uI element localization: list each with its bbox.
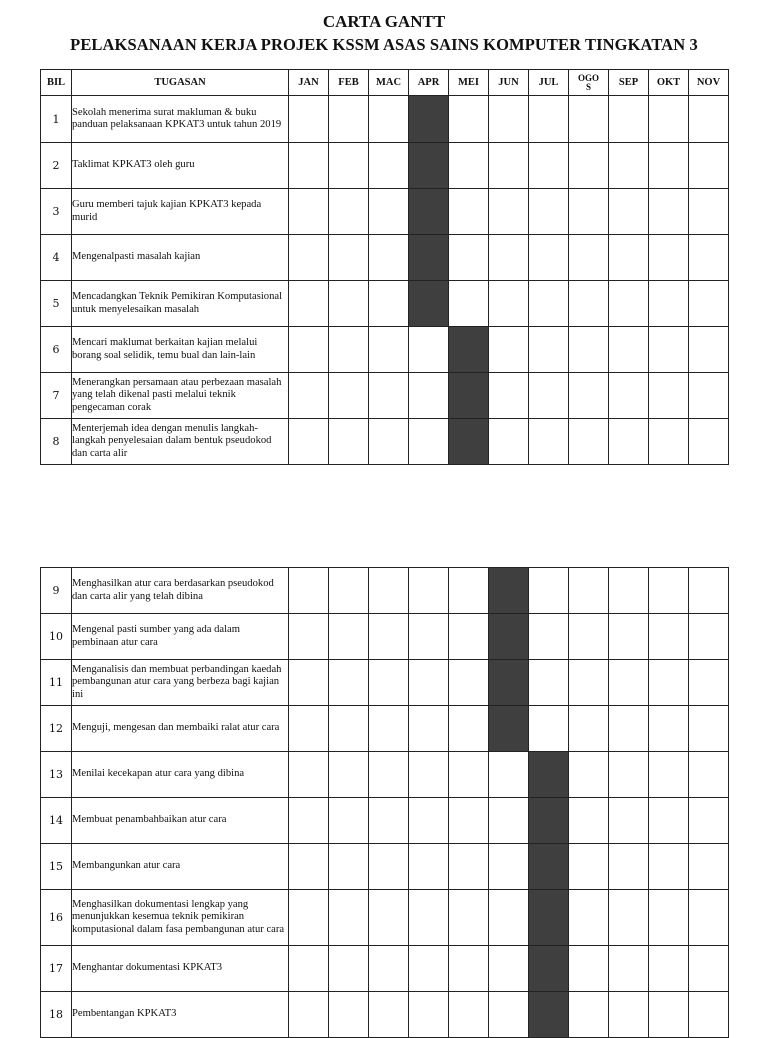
month-cell [449, 890, 489, 946]
month-cell [689, 327, 729, 373]
gantt-bar-cell [529, 798, 569, 844]
month-cell [609, 373, 649, 419]
month-cell [289, 143, 329, 189]
month-cell [329, 752, 369, 798]
month-cell [369, 327, 409, 373]
month-cell [649, 706, 689, 752]
month-cell [689, 96, 729, 143]
task-number: 11 [41, 660, 72, 706]
task-row [41, 419, 729, 465]
month-cell [369, 281, 409, 327]
month-cell [569, 327, 609, 373]
task-name: Menerangkan persamaan atau perbezaan masalah yang telah dikenal pasti melalui teknik pengecaman corak [72, 373, 289, 419]
month-cell [649, 96, 689, 143]
month-cell [329, 143, 369, 189]
month-cell [289, 189, 329, 235]
month-cell [369, 235, 409, 281]
month-cell [529, 281, 569, 327]
month-cell [369, 419, 409, 465]
month-cell [289, 235, 329, 281]
task-name: Pembentangan KPKAT3 [72, 992, 289, 1038]
month-cell [529, 419, 569, 465]
task-row [41, 614, 729, 660]
gantt-bar-cell [489, 568, 529, 614]
month-cell [329, 327, 369, 373]
month-cell [449, 189, 489, 235]
task-number: 2 [41, 143, 72, 189]
month-cell [689, 614, 729, 660]
month-cell [409, 660, 449, 706]
month-cell [689, 419, 729, 465]
month-cell [529, 614, 569, 660]
month-cell [369, 143, 409, 189]
header-month: OGO S [569, 70, 609, 96]
month-cell [569, 844, 609, 890]
header-month: SEP [609, 70, 649, 96]
month-cell [289, 614, 329, 660]
month-cell [609, 189, 649, 235]
header-month: NOV [689, 70, 729, 96]
month-cell [609, 706, 649, 752]
task-row [41, 327, 729, 373]
month-cell [489, 946, 529, 992]
gantt-bar-cell [449, 373, 489, 419]
month-cell [569, 96, 609, 143]
month-cell [489, 96, 529, 143]
month-cell [489, 890, 529, 946]
month-cell [569, 143, 609, 189]
month-cell [369, 992, 409, 1038]
month-cell [609, 992, 649, 1038]
task-number: 1 [41, 96, 72, 143]
month-cell [609, 327, 649, 373]
header-month: APR [409, 70, 449, 96]
month-cell [609, 614, 649, 660]
month-cell [609, 798, 649, 844]
month-cell [649, 890, 689, 946]
gantt-bar-cell [529, 946, 569, 992]
header-month: MAC [369, 70, 409, 96]
task-name: Menilai kecekapan atur cara yang dibina [72, 752, 289, 798]
header-month: FEB [329, 70, 369, 96]
month-cell [529, 706, 569, 752]
task-name: Menghantar dokumentasi KPKAT3 [72, 946, 289, 992]
month-cell [609, 660, 649, 706]
month-cell [329, 660, 369, 706]
month-cell [649, 143, 689, 189]
task-row [41, 844, 729, 890]
task-row [41, 235, 729, 281]
month-cell [649, 660, 689, 706]
month-cell [649, 327, 689, 373]
month-cell [649, 992, 689, 1038]
month-cell [409, 373, 449, 419]
month-cell [569, 752, 609, 798]
month-cell [289, 660, 329, 706]
month-cell [449, 281, 489, 327]
task-name: Mencari maklumat berkaitan kajian melalui borang soal selidik, temu bual dan lain-lain [72, 327, 289, 373]
month-cell [449, 143, 489, 189]
header-month: MEI [449, 70, 489, 96]
month-cell [689, 890, 729, 946]
month-cell [449, 568, 489, 614]
month-cell [449, 946, 489, 992]
month-cell [409, 419, 449, 465]
month-cell [449, 844, 489, 890]
month-cell [409, 798, 449, 844]
month-cell [409, 614, 449, 660]
month-cell [329, 189, 369, 235]
month-cell [649, 844, 689, 890]
month-cell [329, 419, 369, 465]
month-cell [569, 614, 609, 660]
month-cell [609, 752, 649, 798]
month-cell [649, 752, 689, 798]
month-cell [649, 373, 689, 419]
month-cell [529, 660, 569, 706]
month-cell [489, 327, 529, 373]
month-cell [289, 706, 329, 752]
task-name: Menterjemah idea dengan menulis langkah-langkah penyelesaian dalam bentuk pseudokod dan carta alir [72, 419, 289, 465]
task-row [41, 660, 729, 706]
month-cell [569, 660, 609, 706]
month-cell [329, 568, 369, 614]
gantt-table-2 [40, 567, 729, 1038]
task-name: Mencadangkan Teknik Pemikiran Komputasional untuk menyelesaikan masalah [72, 281, 289, 327]
month-cell [409, 946, 449, 992]
month-cell [449, 235, 489, 281]
task-number: 14 [41, 798, 72, 844]
task-name: Guru memberi tajuk kajian KPKAT3 kepada murid [72, 189, 289, 235]
month-cell [489, 235, 529, 281]
month-cell [329, 798, 369, 844]
month-cell [289, 752, 329, 798]
month-cell [489, 373, 529, 419]
month-cell [529, 143, 569, 189]
gantt-bar-cell [489, 706, 529, 752]
month-cell [289, 419, 329, 465]
gantt-bar-cell [409, 189, 449, 235]
month-cell [449, 992, 489, 1038]
month-cell [529, 373, 569, 419]
month-cell [289, 798, 329, 844]
month-cell [329, 281, 369, 327]
month-cell [449, 614, 489, 660]
month-cell [649, 189, 689, 235]
task-number: 5 [41, 281, 72, 327]
task-row [41, 752, 729, 798]
month-cell [369, 568, 409, 614]
month-cell [689, 660, 729, 706]
gantt-bar-cell [449, 327, 489, 373]
gantt-bar-cell [409, 96, 449, 143]
month-cell [329, 373, 369, 419]
month-cell [289, 568, 329, 614]
task-number: 16 [41, 890, 72, 946]
month-cell [569, 568, 609, 614]
header-month: JUL [529, 70, 569, 96]
task-number: 15 [41, 844, 72, 890]
month-cell [369, 706, 409, 752]
month-cell [649, 946, 689, 992]
task-row [41, 373, 729, 419]
month-cell [649, 798, 689, 844]
month-cell [369, 96, 409, 143]
month-cell [329, 992, 369, 1038]
header-month: OKT [649, 70, 689, 96]
task-row [41, 281, 729, 327]
month-cell [369, 752, 409, 798]
month-cell [649, 614, 689, 660]
month-cell [569, 235, 609, 281]
task-row [41, 706, 729, 752]
gantt-bar-cell [529, 844, 569, 890]
month-cell [329, 946, 369, 992]
month-cell [569, 706, 609, 752]
month-cell [489, 143, 529, 189]
month-cell [689, 844, 729, 890]
month-cell [609, 568, 649, 614]
month-cell [329, 890, 369, 946]
month-cell [289, 281, 329, 327]
gantt-bar-cell [449, 419, 489, 465]
task-row [41, 568, 729, 614]
month-cell [289, 327, 329, 373]
task-row [41, 946, 729, 992]
month-cell [569, 890, 609, 946]
month-cell [489, 752, 529, 798]
chart-title: CARTA GANTT [322, 12, 446, 31]
month-cell [369, 844, 409, 890]
header-bil: BIL [41, 70, 72, 96]
gantt-bar-cell [529, 752, 569, 798]
header-row [41, 70, 729, 96]
month-cell [289, 844, 329, 890]
task-name: Sekolah menerima surat makluman & buku panduan pelaksanaan KPKAT3 untuk tahun 2019 [72, 96, 289, 143]
month-cell [689, 143, 729, 189]
month-cell [329, 844, 369, 890]
month-cell [369, 946, 409, 992]
month-cell [529, 235, 569, 281]
month-cell [529, 327, 569, 373]
task-row [41, 798, 729, 844]
month-cell [409, 327, 449, 373]
month-cell [489, 281, 529, 327]
month-cell [609, 946, 649, 992]
month-cell [289, 373, 329, 419]
task-name: Menghasilkan dokumentasi lengkap yang menunjukkan kesemua teknik pemikiran komputasional dalam fasa pembangunan atur cara [72, 890, 289, 946]
task-name: Menguji, mengesan dan membaiki ralat atur cara [72, 706, 289, 752]
month-cell [569, 281, 609, 327]
chart-subtitle: PELAKSANAAN KERJA PROJEK KSSM ASAS SAINS KOMPUTER TINGKATAN 3 [70, 35, 698, 54]
month-cell [529, 96, 569, 143]
month-cell [449, 798, 489, 844]
month-cell [329, 96, 369, 143]
gantt-bar-cell [529, 890, 569, 946]
month-cell [489, 189, 529, 235]
task-name: Membangunkan atur cara [72, 844, 289, 890]
month-cell [689, 992, 729, 1038]
month-cell [409, 992, 449, 1038]
month-cell [689, 568, 729, 614]
task-number: 17 [41, 946, 72, 992]
month-cell [609, 96, 649, 143]
month-cell [609, 235, 649, 281]
month-cell [609, 281, 649, 327]
task-number: 6 [41, 327, 72, 373]
month-cell [689, 189, 729, 235]
month-cell [649, 419, 689, 465]
gantt-bar-cell [409, 281, 449, 327]
month-cell [329, 614, 369, 660]
month-cell [409, 752, 449, 798]
gantt-table-1 [40, 69, 729, 465]
month-cell [369, 189, 409, 235]
month-cell [529, 568, 569, 614]
month-cell [609, 844, 649, 890]
month-cell [569, 373, 609, 419]
month-cell [609, 143, 649, 189]
month-cell [449, 96, 489, 143]
month-cell [689, 946, 729, 992]
month-cell [689, 752, 729, 798]
month-cell [489, 844, 529, 890]
month-cell [289, 992, 329, 1038]
month-cell [569, 992, 609, 1038]
month-cell [489, 992, 529, 1038]
month-cell [689, 281, 729, 327]
task-number: 13 [41, 752, 72, 798]
month-cell [369, 614, 409, 660]
task-number: 12 [41, 706, 72, 752]
month-cell [369, 373, 409, 419]
task-name: Menghasilkan atur cara berdasarkan pseudokod dan carta alir yang telah dibina [72, 568, 289, 614]
task-row [41, 890, 729, 946]
task-row [41, 143, 729, 189]
task-name: Mengenalpasti masalah kajian [72, 235, 289, 281]
task-name: Taklimat KPKAT3 oleh guru [72, 143, 289, 189]
header-month: JAN [289, 70, 329, 96]
task-number: 4 [41, 235, 72, 281]
month-cell [449, 752, 489, 798]
month-cell [289, 890, 329, 946]
task-number: 10 [41, 614, 72, 660]
month-cell [369, 798, 409, 844]
month-cell [569, 419, 609, 465]
header-month: JUN [489, 70, 529, 96]
header-tugasan: TUGASAN [72, 70, 289, 96]
gantt-bar-cell [529, 992, 569, 1038]
month-cell [369, 660, 409, 706]
month-cell [569, 189, 609, 235]
gantt-bar-cell [409, 235, 449, 281]
month-cell [689, 235, 729, 281]
task-name: Membuat penambahbaikan atur cara [72, 798, 289, 844]
gantt-bar-cell [489, 614, 529, 660]
task-name: Mengenal pasti sumber yang ada dalam pembinaan atur cara [72, 614, 289, 660]
month-cell [289, 96, 329, 143]
task-row [41, 96, 729, 143]
month-cell [649, 281, 689, 327]
month-cell [689, 798, 729, 844]
task-number: 18 [41, 992, 72, 1038]
task-row [41, 992, 729, 1038]
month-cell [489, 419, 529, 465]
gantt-bar-cell [489, 660, 529, 706]
month-cell [649, 568, 689, 614]
task-number: 3 [41, 189, 72, 235]
month-cell [609, 890, 649, 946]
month-cell [369, 890, 409, 946]
month-cell [449, 706, 489, 752]
task-number: 8 [41, 419, 72, 465]
month-cell [689, 706, 729, 752]
month-cell [569, 798, 609, 844]
task-number: 9 [41, 568, 72, 614]
month-cell [689, 373, 729, 419]
month-cell [289, 946, 329, 992]
gantt-bar-cell [409, 143, 449, 189]
month-cell [329, 706, 369, 752]
task-number: 7 [41, 373, 72, 419]
month-cell [409, 568, 449, 614]
month-cell [569, 946, 609, 992]
month-cell [449, 660, 489, 706]
month-cell [409, 844, 449, 890]
month-cell [409, 890, 449, 946]
task-name: Menganalisis dan membuat perbandingan kaedah pembangunan atur cara yang berbeza bagi kajian ini [72, 660, 289, 706]
month-cell [649, 235, 689, 281]
month-cell [529, 189, 569, 235]
month-cell [489, 798, 529, 844]
month-cell [329, 235, 369, 281]
task-row [41, 189, 729, 235]
month-cell [409, 706, 449, 752]
month-cell [609, 419, 649, 465]
